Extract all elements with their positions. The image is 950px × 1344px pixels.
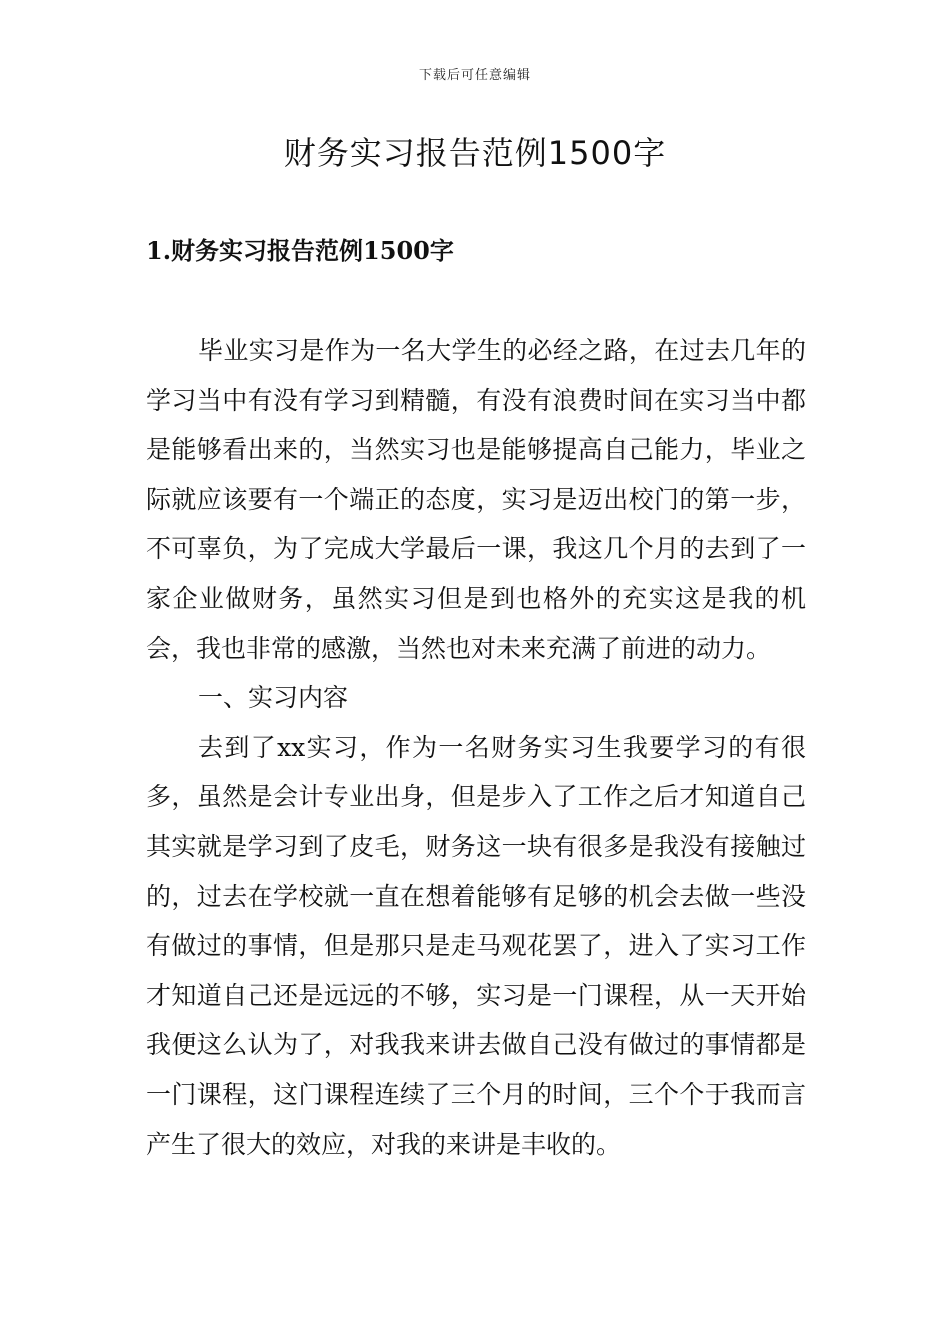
section-title: 1.财务实习报告范例1500字 <box>146 236 454 265</box>
heading-internship-content: 一、实习内容 <box>198 683 349 713</box>
document-body <box>146 326 806 1169</box>
paragraph-internship-content: 去到了xx实习，作为一名财务实习生我要学习的有很多，虽然是会计专业出身，但是步入了工作之后才知道自己其实就是学习到了皮毛，财务这一块有很多是我没有接触过的，过去在学校就一直在想着能够有足够的机会去做一些没有做过的事情，但是那只是走马观花罢了，进入了实习工作才知道自己还是远远的不够，实习是一门课程，从一天开始我便这么认为了，对我我来讲去做自己没有做过的事情都是一门课程，这门课程连续了三个月的时间，三个个于我而言产生了很大的效应，对我的来讲是丰收的。 <box>146 732 806 1159</box>
page-header-note: 下载后可任意编辑 <box>418 68 531 83</box>
paragraph-intro: 毕业实习是作为一名大学生的必经之路，在过去几年的学习当中有没有学习到精髓，有没有浪费时间在实习当中都是能够看出来的，当然实习也是能够提高自己能力，毕业之际就应该要有一个端正的态度，实习是迈出校门的第一步，不可辜负，为了完成大学最后一课，我这几个月的去到了一家企业做财务，虽然实习但是到也格外的充实这是我的机会，我也非常的感激，当然也对未来充满了前进的动力。 <box>146 336 806 663</box>
document-title: 财务实习报告范例1500字 <box>283 134 667 172</box>
